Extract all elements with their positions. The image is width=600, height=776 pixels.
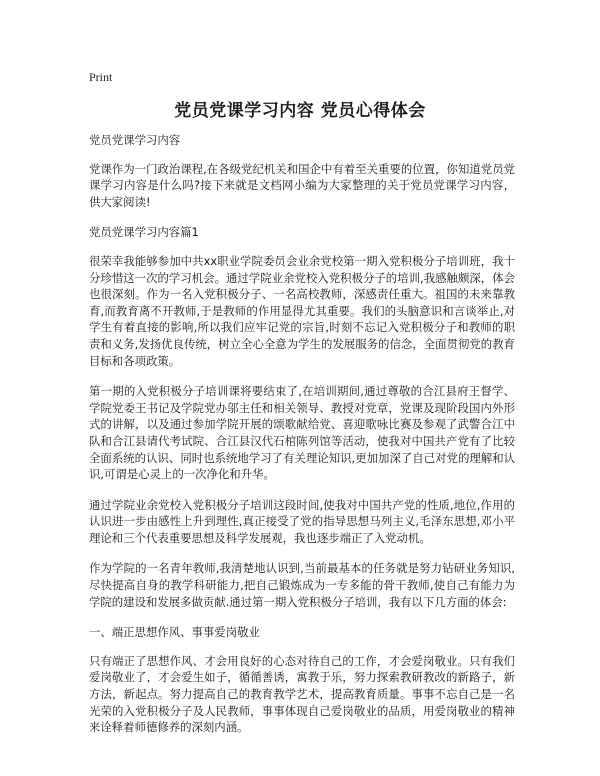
document-body <box>89 132 515 750</box>
subtitle: 党员党课学习内容 <box>89 133 181 147</box>
section-paragraph: 只有端正了思想作风、才会用良好的心态对待自己的工作，才会爱岗敬业。只有我们爱岗敬业了，才会爱生如子，循循善诱，寓教于乐，努力探索教研教改的新路子，新方法，新起点。努力提高自己的教育教学艺术，提高教育质量。事事不忘自己是一名光荣的入党积极分子及人民教师，事事体现自己爱岗敬业的品质，用爱岗敬业的精神来诠释着师德修养的深刻内涵。 <box>89 653 515 735</box>
document-title: 党员党课学习内容 党员心得体会 <box>174 101 426 121</box>
print-link[interactable]: Print <box>89 70 113 84</box>
article-heading: 党员党课学习内容篇1 <box>89 225 199 240</box>
body-paragraph-3: 通过学院业余党校入党积极分子培训这段时间,使我对中国共产党的性质,地位,作用的认识进一步由感性上升到理性,真正接受了党的指导思想马列主义,毛泽东思想,邓小平理论和三个代表重要思想及科学发展观，我也逐步端正了入党动机。 <box>89 497 515 545</box>
body-paragraph-4: 作为学院的一名青年教师,我清楚地认识到,当前最基本的任务就是努力钻研业务知识,尽快提高自身的教学科研能力,把自己锻炼成为一专多能的骨干教师,使自己有能力为学院的建设和发展多做贡献.通过第一期入党积极分子培训，我有以下几方面的体会: <box>89 561 515 609</box>
body-paragraph-1: 很荣幸我能够参加中共xx职业学院委员会业余党校第一期入党积极分子培训班，我十分珍惜这一次的学习机会。通过学院业余党校入党积极分子的培训,我感触颇深，体会也很深刻。作为一名入党积极分子、一名高校教师，深感责任重大。祖国的未来靠教育,而教育离不开教师,于是教师的作用显得尤其重要。我们的头脑意识和言谈举止,对学生有着直接的影响,所以我们应牢记党的宗旨,时刻不忘记入党积极分子和教师的职责和义务,发扬优良传统，树立全心全意为学生的发展服务的信念，全面贯彻党的教育目标和各项政策。 <box>89 253 515 368</box>
intro-paragraph: 党课作为一门政治课程,在各级党纪机关和国企中有着至关重要的位置，你知道党员党课学习内容是什么吗?接下来就是文档网小编为大家整理的关于党员党课学习内容，供大家阅读! <box>89 161 515 209</box>
body-paragraph-2: 第一期的入党积极分子培训课将要结束了,在培训期间,通过尊敬的合江县府王督学、学院党委王书记及学院党办邬主任和相关领导、教授对党章，党课及现阶段国内外形式的讲解，以及通过参加学院开展的颂歌献给党、喜迎歌咏比赛及参观了武警合江中队和合江县请代考试院、合江县汉代石棺陈列馆等活动，使我对中国共产党有了比较全面系统的认识、同时也系统地学习了有关理论知识,更加加深了自己对党的理解和认识,可谓是心灵上的一次净化和升华。 <box>89 384 515 482</box>
section-heading: 一、端正思想作风、事事爱岗敬业 <box>89 625 260 640</box>
